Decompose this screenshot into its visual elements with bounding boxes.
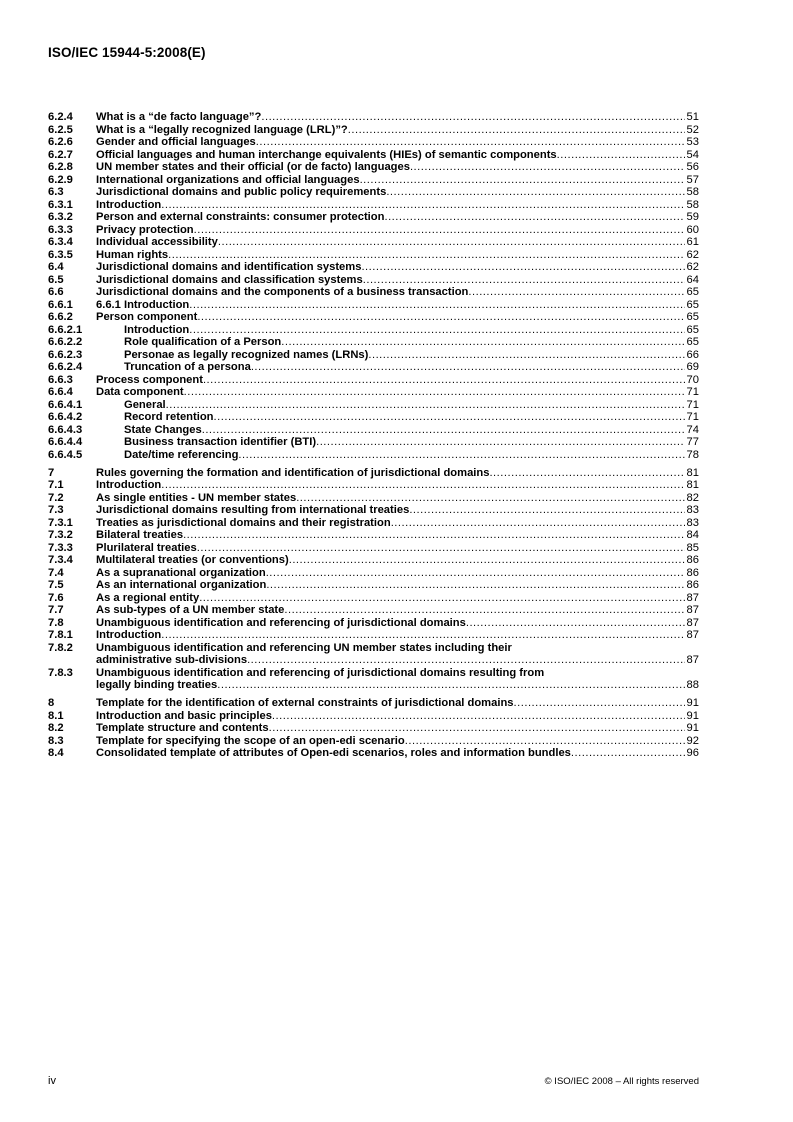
toc-entry[interactable] xyxy=(48,361,699,374)
toc-entry-title: Template for the identification of external constraints of jurisdictional domains xyxy=(96,697,514,709)
toc-dot-leader xyxy=(281,336,685,349)
toc-entry-number: 6.2.5 xyxy=(48,123,73,136)
toc-entry-number: 6.6.2 xyxy=(48,311,73,323)
toc-entry-number: 7.8 xyxy=(48,616,64,629)
toc-entry-page: 62 xyxy=(686,248,699,261)
toc-entry-page: 65 xyxy=(686,286,699,298)
toc-dot-leader xyxy=(168,249,685,262)
toc-dot-leader xyxy=(384,211,685,224)
toc-entry-title: Person and external constraints: consumer protection xyxy=(96,211,385,223)
toc-entry[interactable] xyxy=(48,411,699,424)
toc-entry-page: 59 xyxy=(686,211,699,223)
toc-entry-number: 7 xyxy=(48,466,55,479)
toc-entry-title: Gender and official languages xyxy=(96,136,256,148)
toc-dot-leader xyxy=(571,747,685,760)
toc-entry-title: Human rights xyxy=(96,248,169,261)
toc-entry-title: Unambiguous identification and referencing of jurisdictional domains xyxy=(96,616,466,629)
toc-entry[interactable] xyxy=(48,667,699,692)
toc-entry-page: 81 xyxy=(686,466,699,479)
toc-entry-number: 6.6.4 xyxy=(48,386,73,398)
toc-dot-leader xyxy=(391,517,685,530)
toc-entry-number: 7.3.3 xyxy=(48,541,73,554)
toc-entry-page: 54 xyxy=(686,148,699,161)
toc-entry-page: 74 xyxy=(686,423,699,436)
toc-entry[interactable] xyxy=(48,579,699,592)
toc-entry[interactable] xyxy=(48,186,699,199)
toc-dot-leader xyxy=(161,479,685,492)
toc-dot-leader xyxy=(368,349,685,362)
toc-entry-title: State Changes xyxy=(124,423,202,436)
toc-entry[interactable] xyxy=(48,299,699,312)
toc-entry[interactable] xyxy=(48,161,699,174)
toc-dot-leader xyxy=(189,299,685,312)
toc-entry-number: 6.3.4 xyxy=(48,236,73,248)
toc-entry[interactable] xyxy=(48,399,699,412)
toc-dot-leader xyxy=(218,236,685,249)
toc-dot-leader xyxy=(194,224,685,237)
toc-entry-page: 91 xyxy=(686,709,699,722)
toc-entry-page: 65 xyxy=(686,298,699,311)
toc-entry-number: 8.2 xyxy=(48,722,64,734)
toc-entry-title: As a regional entity xyxy=(96,591,200,604)
toc-entry-title: Bilateral treaties xyxy=(96,529,184,541)
toc-dot-leader xyxy=(217,679,685,692)
toc-dot-leader xyxy=(203,374,685,387)
toc-entry-number: 6.3 xyxy=(48,186,64,198)
toc-entry-title: Rules governing the formation and identification of jurisdictional domains xyxy=(96,466,490,479)
toc-entry[interactable] xyxy=(48,374,699,387)
toc-entry[interactable] xyxy=(48,529,699,542)
toc-entry[interactable] xyxy=(48,211,699,224)
toc-dot-leader xyxy=(199,592,685,605)
toc-entry-number: 7.5 xyxy=(48,579,64,591)
toc-entry-page: 51 xyxy=(686,111,699,123)
toc-entry-number: 7.8.3 xyxy=(48,666,73,679)
toc-dot-leader xyxy=(189,324,685,337)
toc-entry-number: 7.8.2 xyxy=(48,641,73,654)
toc-entry[interactable] xyxy=(48,449,699,462)
toc-entry-title: Person component xyxy=(96,311,198,323)
toc-entry-page: 77 xyxy=(686,436,699,448)
toc-entry-title: Introduction xyxy=(96,629,162,641)
toc-entry-number: 7.7 xyxy=(48,604,64,616)
toc-entry-title: Template for specifying the scope of an open-edi scenario xyxy=(96,734,405,747)
toc-entry-number: 6.5 xyxy=(48,273,64,286)
toc-entry-number: 7.3 xyxy=(48,504,64,516)
toc-entry-page: 83 xyxy=(686,504,699,516)
toc-entry[interactable] xyxy=(48,349,699,362)
toc-entry-number: 6.6.4.4 xyxy=(48,436,83,448)
toc-entry-title: Individual accessibility xyxy=(96,236,218,248)
toc-entry[interactable] xyxy=(48,592,699,605)
toc-dot-leader xyxy=(514,697,685,710)
toc-entry-page: 84 xyxy=(686,529,699,541)
toc-entry[interactable] xyxy=(48,199,699,212)
toc-entry-title: Introduction xyxy=(96,198,162,211)
copyright-notice: © ISO/IEC 2008 – All rights reserved xyxy=(544,1076,699,1087)
toc-dot-leader xyxy=(269,722,685,735)
toc-dot-leader xyxy=(238,449,685,462)
toc-entry-page: 57 xyxy=(686,173,699,186)
toc-entry-number: 6.4 xyxy=(48,261,64,273)
toc-entry-title: Business transaction identifier (BTI) xyxy=(124,436,317,448)
toc-entry-title: Plurilateral treaties xyxy=(96,541,197,554)
toc-entry-page: 86 xyxy=(686,566,699,579)
toc-entry-title: Jurisdictional domains resulting from international treaties xyxy=(96,504,410,516)
toc-entry[interactable] xyxy=(48,136,699,149)
toc-entry-page: 87 xyxy=(686,629,699,641)
document-header: ISO/IEC 15944-5:2008(E) xyxy=(48,45,206,60)
toc-entry-page: 87 xyxy=(686,591,699,604)
toc-entry[interactable] xyxy=(48,747,699,760)
toc-entry-number: 7.3.2 xyxy=(48,529,73,541)
toc-entry[interactable] xyxy=(48,697,699,710)
toc-entry-number: 7.6 xyxy=(48,591,64,604)
toc-dot-leader xyxy=(266,567,685,580)
toc-entry-number: 6.3.3 xyxy=(48,223,73,236)
toc-dot-leader xyxy=(296,492,685,505)
toc-entry-number: 7.3.4 xyxy=(48,554,73,566)
toc-entry-number: 6.3.5 xyxy=(48,248,73,261)
toc-entry[interactable] xyxy=(48,424,699,437)
toc-entry-page: 69 xyxy=(686,361,699,373)
toc-entry[interactable] xyxy=(48,467,699,480)
toc-entry-title: Jurisdictional domains and the components of a business transaction xyxy=(96,286,469,298)
toc-entry-page: 66 xyxy=(686,348,699,361)
toc-entry-page: 71 xyxy=(686,386,699,398)
toc-entry[interactable] xyxy=(48,504,699,517)
toc-entry-page: 82 xyxy=(686,491,699,504)
toc-entry-title: As an international organization xyxy=(96,579,267,591)
toc-entry-title: Introduction xyxy=(96,479,162,491)
toc-entry-title: Jurisdictional domains and identification systems xyxy=(96,261,362,273)
toc-dot-leader xyxy=(361,261,685,274)
toc-dot-leader xyxy=(161,629,685,642)
toc-entry-number: 7.1 xyxy=(48,479,64,491)
toc-entry[interactable] xyxy=(48,567,699,580)
toc-entry-title: Record retention xyxy=(124,411,214,423)
toc-entry-title: As sub-types of a UN member state xyxy=(96,604,285,616)
toc-dot-leader xyxy=(183,529,685,542)
toc-entry[interactable] xyxy=(48,517,699,530)
toc-entry-title: Template structure and contents xyxy=(96,722,269,734)
toc-entry-title: Privacy protection xyxy=(96,223,194,236)
toc-entry-title: What is a “de facto language”? xyxy=(96,111,262,123)
toc-entry-page: 86 xyxy=(686,579,699,591)
toc-dot-leader xyxy=(197,311,685,324)
toc-dot-leader xyxy=(316,436,685,449)
toc-entry-page: 56 xyxy=(686,161,699,173)
toc-entry-page: 70 xyxy=(686,373,699,386)
toc-dot-leader xyxy=(256,136,685,149)
toc-entry[interactable] xyxy=(48,542,699,555)
toc-dot-leader xyxy=(214,411,685,424)
toc-entry-page: 65 xyxy=(686,336,699,348)
toc-dot-leader xyxy=(289,554,685,567)
toc-entry-title: Unambiguous identification and referencing UN member states including their xyxy=(96,641,512,654)
toc-dot-leader xyxy=(410,161,685,174)
toc-entry-title: Jurisdictional domains and classification systems xyxy=(96,273,363,286)
toc-entry-page: 87 xyxy=(686,654,699,666)
toc-entry-page: 71 xyxy=(686,398,699,411)
toc-entry[interactable] xyxy=(48,249,699,262)
toc-entry-page: 62 xyxy=(686,261,699,273)
toc-entry[interactable] xyxy=(48,111,699,124)
toc-entry-number: 6.2.9 xyxy=(48,173,73,186)
toc-dot-leader xyxy=(272,710,685,723)
toc-entry-number: 6.6.2.2 xyxy=(48,336,83,348)
toc-entry-title: What is a “legally recognized language (LRL)”? xyxy=(96,123,348,136)
toc-entry[interactable] xyxy=(48,149,699,162)
toc-entry-page: 91 xyxy=(686,722,699,734)
toc-entry-number: 7.2 xyxy=(48,491,64,504)
toc-entry[interactable] xyxy=(48,617,699,630)
toc-entry-page: 81 xyxy=(686,479,699,491)
toc-entry-title: Role qualification of a Person xyxy=(124,336,282,348)
toc-entry-number: 6.6.4.2 xyxy=(48,411,83,423)
toc-entry-page: 60 xyxy=(686,223,699,236)
toc-entry-page: 65 xyxy=(686,323,699,336)
toc-entry-title: General xyxy=(124,398,166,411)
page-number: iv xyxy=(48,1075,56,1087)
toc-entry[interactable] xyxy=(48,722,699,735)
toc-entry-page: 58 xyxy=(686,198,699,211)
toc-entry[interactable] xyxy=(48,261,699,274)
toc-entry-page: 85 xyxy=(686,541,699,554)
toc-dot-leader xyxy=(166,399,685,412)
toc-entry-page: 78 xyxy=(686,448,699,461)
toc-dot-leader xyxy=(348,124,685,137)
toc-entry[interactable] xyxy=(48,492,699,505)
toc-entry-title: Treaties as jurisdictional domains and their registration xyxy=(96,516,391,529)
toc-entry[interactable] xyxy=(48,554,699,567)
toc-entry-number: 6.3.2 xyxy=(48,211,73,223)
toc-entry-title-continued: administrative sub-divisions xyxy=(96,654,248,666)
toc-dot-leader xyxy=(251,361,685,374)
toc-entry[interactable] xyxy=(48,311,699,324)
toc-entry-number: 6.6 xyxy=(48,286,64,298)
toc-entry[interactable] xyxy=(48,386,699,399)
toc-dot-leader xyxy=(557,149,685,162)
toc-entry-number: 6.6.2.3 xyxy=(48,348,83,361)
toc-entry[interactable] xyxy=(48,236,699,249)
toc-entry-number: 6.2.8 xyxy=(48,161,73,173)
toc-entry-page: 53 xyxy=(686,136,699,148)
toc-entry[interactable] xyxy=(48,174,699,187)
toc-entry-number: 6.2.6 xyxy=(48,136,73,148)
toc-entry-page: 65 xyxy=(686,311,699,323)
toc-entry-title-continued: legally binding treaties xyxy=(96,679,218,691)
toc-entry-page: 71 xyxy=(686,411,699,423)
toc-entry[interactable] xyxy=(48,642,699,667)
toc-entry-page: 88 xyxy=(686,679,699,691)
toc-dot-leader xyxy=(197,542,685,555)
toc-entry-number: 6.6.2.1 xyxy=(48,323,83,336)
toc-entry-number: 6.6.3 xyxy=(48,373,73,386)
toc-entry-number: 6.6.4.3 xyxy=(48,423,83,436)
toc-dot-leader xyxy=(266,579,685,592)
toc-dot-leader xyxy=(184,386,685,399)
toc-entry[interactable] xyxy=(48,710,699,723)
toc-dot-leader xyxy=(489,467,685,480)
toc-entry-number: 7.3.1 xyxy=(48,516,73,529)
toc-dot-leader xyxy=(468,286,685,299)
toc-entry-title: Data component xyxy=(96,386,184,398)
toc-entry-title: Introduction xyxy=(124,323,190,336)
toc-entry-page: 52 xyxy=(686,123,699,136)
toc-entry-title: 6.6.1 Introduction xyxy=(96,298,190,311)
toc-entry-title: UN member states and their official (or de facto) languages xyxy=(96,161,410,173)
toc-dot-leader xyxy=(466,617,685,630)
table-of-contents xyxy=(48,111,699,760)
toc-entry-number: 7.4 xyxy=(48,566,64,579)
toc-entry[interactable] xyxy=(48,124,699,137)
toc-entry-page: 87 xyxy=(686,604,699,616)
toc-entry-title: Official languages and human interchange equivalents (HIEs) of semantic components xyxy=(96,148,557,161)
toc-entry-title: As single entities - UN member states xyxy=(96,491,297,504)
toc-entry-title: International organizations and official languages xyxy=(96,173,360,186)
toc-entry[interactable] xyxy=(48,604,699,617)
toc-entry[interactable] xyxy=(48,479,699,492)
toc-entry-page: 61 xyxy=(686,236,699,248)
toc-entry-page: 58 xyxy=(686,186,699,198)
toc-entry-number: 6.6.4.1 xyxy=(48,398,83,411)
toc-dot-leader xyxy=(386,186,685,199)
toc-entry-page: 92 xyxy=(686,734,699,747)
toc-dot-leader xyxy=(161,199,685,212)
toc-entry-page: 96 xyxy=(686,747,699,759)
toc-entry[interactable] xyxy=(48,224,699,237)
toc-entry-number: 8.3 xyxy=(48,734,64,747)
toc-entry-title: Consolidated template of attributes of Open-edi scenarios, roles and information bundles xyxy=(96,747,571,759)
toc-entry[interactable] xyxy=(48,286,699,299)
toc-entry[interactable] xyxy=(48,274,699,287)
toc-entry-number: 8.1 xyxy=(48,709,64,722)
toc-dot-leader xyxy=(363,274,685,287)
toc-entry-number: 6.6.4.5 xyxy=(48,448,83,461)
toc-dot-leader xyxy=(360,174,685,187)
toc-entry-number: 8 xyxy=(48,697,55,709)
toc-entry[interactable] xyxy=(48,735,699,748)
toc-entry-number: 6.2.4 xyxy=(48,111,73,123)
toc-entry-number: 7.8.1 xyxy=(48,629,73,641)
toc-entry[interactable] xyxy=(48,629,699,642)
toc-entry-title: Introduction and basic principles xyxy=(96,709,272,722)
toc-entry-number: 6.2.7 xyxy=(48,148,73,161)
toc-entry-number: 6.6.1 xyxy=(48,298,73,311)
toc-entry-title: Multilateral treaties (or conventions) xyxy=(96,554,289,566)
toc-dot-leader xyxy=(409,504,685,517)
toc-dot-leader xyxy=(261,111,685,124)
toc-entry-title: Date/time referencing xyxy=(124,448,239,461)
toc-entry-title: Jurisdictional domains and public policy requirements xyxy=(96,186,387,198)
toc-entry-title: As a supranational organization xyxy=(96,566,266,579)
toc-entry-number: 6.6.2.4 xyxy=(48,361,83,373)
toc-entry[interactable] xyxy=(48,324,699,337)
toc-entry-title: Personae as legally recognized names (LRNs) xyxy=(124,348,369,361)
toc-entry-number: 6.3.1 xyxy=(48,198,73,211)
toc-entry-title: Truncation of a persona xyxy=(124,361,251,373)
toc-dot-leader xyxy=(247,654,685,667)
toc-entry-title: Process component xyxy=(96,373,203,386)
toc-dot-leader xyxy=(284,604,685,617)
toc-entry-page: 86 xyxy=(686,554,699,566)
toc-entry-title: Unambiguous identification and referencing of jurisdictional domains resulting from xyxy=(96,666,545,679)
toc-entry-number: 8.4 xyxy=(48,747,64,759)
toc-entry[interactable] xyxy=(48,336,699,349)
toc-entry[interactable] xyxy=(48,436,699,449)
toc-entry-page: 83 xyxy=(686,516,699,529)
toc-entry-page: 91 xyxy=(686,697,699,709)
toc-entry-page: 64 xyxy=(686,273,699,286)
toc-dot-leader xyxy=(405,735,685,748)
toc-entry-page: 87 xyxy=(686,616,699,629)
toc-dot-leader xyxy=(202,424,685,437)
